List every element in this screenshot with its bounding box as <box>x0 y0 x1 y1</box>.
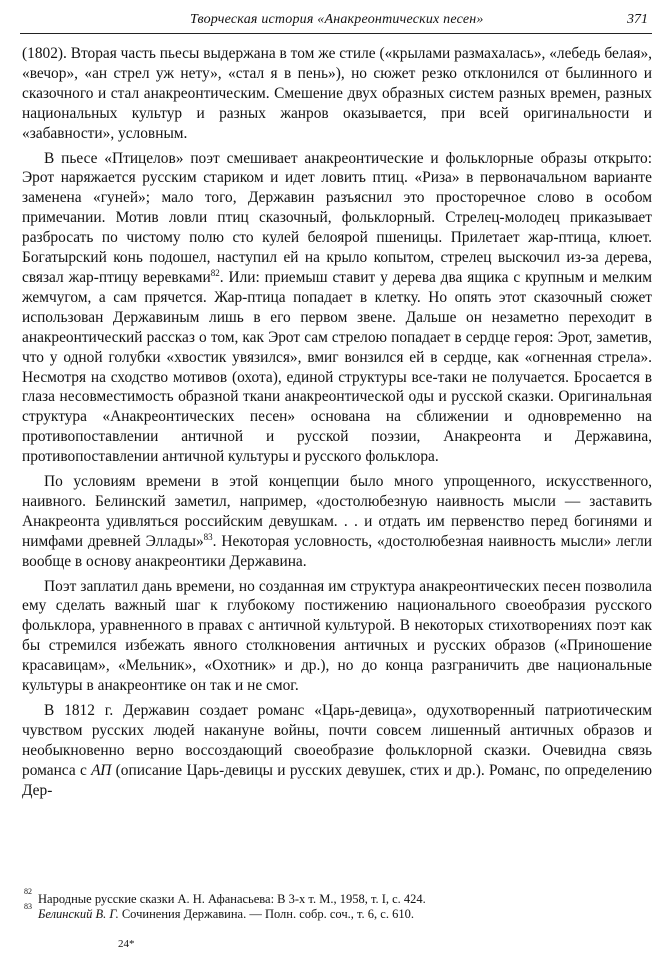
running-head: Творческая история «Анакреонтических песен» <box>190 12 484 27</box>
paragraph-4 <box>22 577 652 696</box>
footnote-ref-83[interactable]: 83 <box>203 531 213 542</box>
footnote-text: Сочинения Державина. — Полн. собр. соч., т. 6, с. 610. <box>118 907 414 921</box>
paragraph-text: Поэт заплатил дань времени, но созданная им структура анакреонтических песен позволила ему сделать важный шаг к глубокому постижению национального своеобразия русского фольклора, уравненного в правах с античной культурой. В некоторых стихотворениях поэт как бы стремился избежать явного столкновения античных и русских образов («Приношение красавицам», «Мельник», «Охотник» и др.), но до конца разграничить две национальные культуры в анакреонтике он так и не смог. <box>22 577 652 695</box>
footnote-number: 83 <box>24 902 32 911</box>
abbreviation: АП <box>91 761 112 779</box>
paragraph-text: . Некоторая условность, «достолюбезная наивность мысли» легли вообще в основу анакреонтики Державина. <box>22 532 652 570</box>
paragraph-2 <box>22 149 652 468</box>
main-text <box>22 44 652 806</box>
footnote-number: 82 <box>24 887 32 896</box>
paragraph-text: . Или: приемыш ставит у дерева два ящика с крупным и мелким жемчугом, а сам прячется. Жар-птица попадает в клетку. Но опять этот сказочный сюжет использован Державиным лишь в его первом звене. Дальше он незаметно переходит в анакреонтический рассказ о том, как Эрот сам стрелою попадает в сердце героя: Эрот, заметив, что у одной голубки «хвостик увязился», вмиг вонзился ей в сердце, как «огненная стрела». Несмотря на сходство мотивов (охота), единой структуры все-таки не получается. Бросается в глаза несовместимость образной ткани анакреонтической оды и русской сказки. Оригинальная структура «Анакреонтических песен» основана на сближении и одновременно на противопоставлении античной и русской поэзии, Анакреонта и Державина, противопоставлении античной культуры и русского фольклора. <box>22 268 653 466</box>
footnote-82 <box>22 887 652 907</box>
paragraph-1 <box>22 44 652 144</box>
printer-signature: 24* <box>118 938 135 950</box>
paragraph-3 <box>22 472 652 572</box>
paragraph-text: (описание Царь-девицы и русских девушек, стих и др.). Романс, по определению Дер- <box>22 761 652 799</box>
page-number: 371 <box>627 12 648 27</box>
footnote-author: Белинский В. Г. <box>38 907 119 921</box>
paragraph-text: В 1812 г. Державин создает романс «Царь-девица», одухотворенный патриотическим чувством русских людей накануне войны, почти совсем лишенный античных образов и необыкновенно верно воссоздающий своеобразие фольклорной сказки. Очевидна связь романса с <box>22 702 652 779</box>
footnotes <box>22 887 652 922</box>
paragraph-5 <box>22 701 652 801</box>
footnote-ref-82[interactable]: 82 <box>210 267 220 278</box>
footnote-text: Народные русские сказки А. Н. Афанасьева: В 3-х т. М., 1958, т. I, с. 424. <box>38 892 426 906</box>
footnote-83 <box>22 902 652 922</box>
paragraph-text: В пьесе «Птицелов» поэт смешивает анакреонтические и фольклорные образы открыто: Эрот наряжается русским стариком и идет ловить птиц. «Риза» в первоначальном варианте заменена «гуней»; мало того, Державин разъяснил это просторечное слово в особом примечании. Мотив ловли птиц сказочный, фольклорный. Стрелец-молодец приказывает разбросать по чистому полю сто кулей белоярой пшеницы. Прилетает жар-птица, клюет. Богатырский конь подошел, наступил ей на крыло копытом, стрелец выскочил из-за дерева, связал жар-птицу веревками <box>22 149 652 286</box>
paragraph-text: (1802). Вторая часть пьесы выдержана в том же стиле («крылами размахалась», «лебедь белая», «вечор», «ан стрел уж нету», «стал я в пень»), но сюжет резко отклонился от былинного и сказочного и стал анакреонтическим. Смешение двух образных систем разных времен, разных национальных культур и разных жанров оказывается, при всей оригинальности и «забавности», условным. <box>22 45 652 142</box>
header-rule <box>20 33 652 34</box>
page-header <box>20 8 652 34</box>
paragraph-text: По условиям времени в этой концепции было много упрощенного, искусственного, наивного. Белинский заметил, например, «достолюбезную наивность мысли — заставить Анакреонта удивляться российским девушкам. . . и отдать им первенство перед богинями и нимфами древней Эллады» <box>22 473 652 550</box>
